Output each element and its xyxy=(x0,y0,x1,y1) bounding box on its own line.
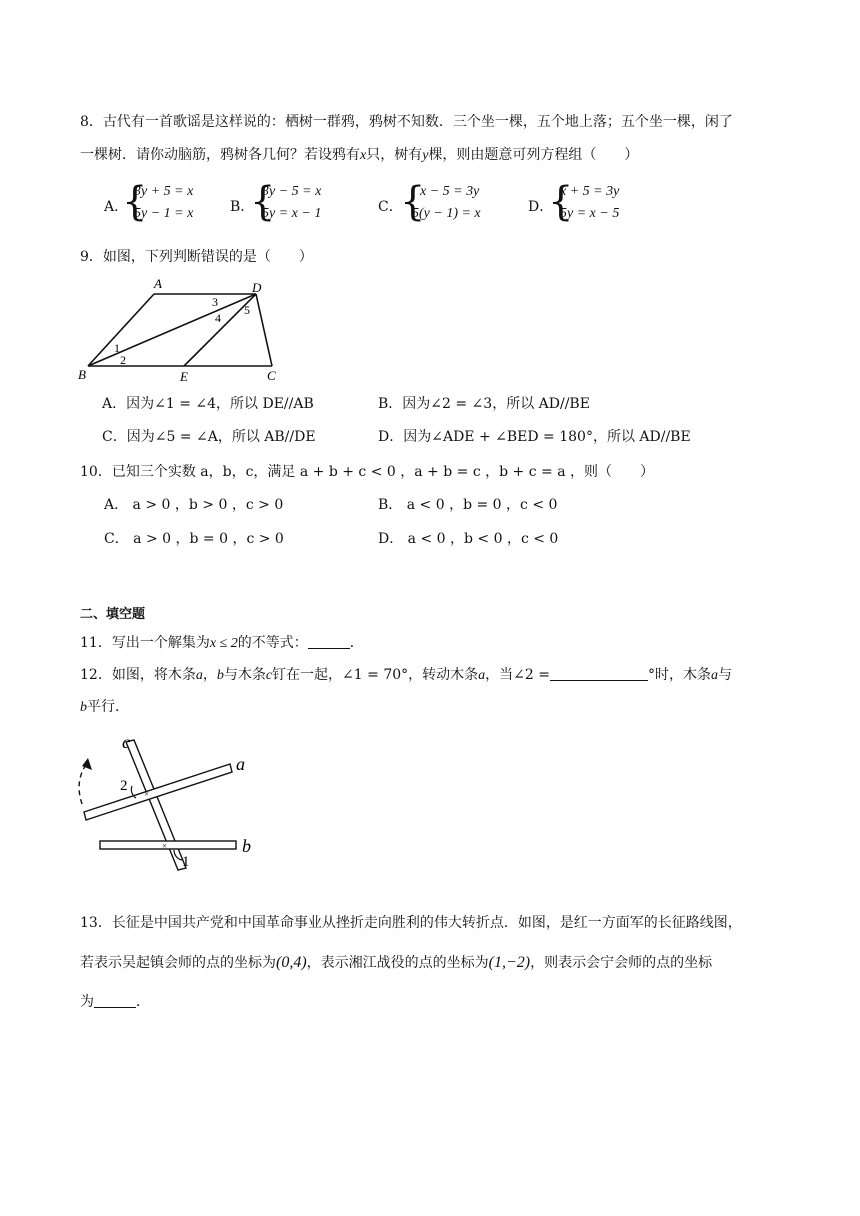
svg-text:×: × xyxy=(162,841,168,851)
angle-label-5: 5 xyxy=(244,303,250,317)
q10-option-d: D． a < 0 ，b < 0 ，c < 0 xyxy=(378,531,559,547)
q9-option-d: D．因为∠ADE + ∠BED = 180°，所以 AD//BE xyxy=(378,429,691,445)
label-b: b xyxy=(242,836,251,856)
q9-option-c: C．因为∠5 = ∠A，所以 AB//DE xyxy=(102,429,316,445)
q9-stem: 9．如图，下列判断错误的是（ ） xyxy=(80,249,313,265)
q13-line1: 13．长征是中国共产党和中国革命事业从挫折走向胜利的伟大转折点．如图，是红一方面军的长征路线图， xyxy=(80,915,742,931)
label-a: a xyxy=(236,754,245,774)
q9-trapezoid-figure xyxy=(72,272,292,384)
label-A: A xyxy=(154,276,162,291)
q9-option-b: B．因为∠2 = ∠3，所以 AD//BE xyxy=(378,396,590,412)
q11-answer-blank[interactable] xyxy=(308,634,350,649)
q13-line3: 为 ． xyxy=(80,994,150,1010)
angle-label-2: 2 xyxy=(120,778,128,794)
label-B: B xyxy=(78,367,86,382)
q13-answer-blank[interactable] xyxy=(94,993,136,1008)
label-D: D xyxy=(252,280,262,295)
q12-sticks-figure xyxy=(70,728,280,878)
label-E: E xyxy=(180,369,188,384)
label-C: C xyxy=(267,368,276,383)
q9-option-a: A．因为∠1 = ∠4，所以 DE//AB xyxy=(102,396,314,412)
q12-line2: b平行． xyxy=(80,699,129,715)
q8-line1: 8．古代有一首歌谣是这样说的：栖树一群鸦，鸦树不知数．三个坐一棵，五个地上落；五个坐一棵，闲了 xyxy=(80,114,733,130)
label-c: c xyxy=(122,732,130,752)
angle-label-2: 2 xyxy=(120,353,126,367)
var-x: x xyxy=(360,148,367,163)
q10-option-b: B． a < 0 ，b = 0 ，c < 0 xyxy=(378,497,558,513)
q10-option-c: C． a > 0 ，b = 0 ，c > 0 xyxy=(104,531,284,547)
angle-label-1: 1 xyxy=(182,854,190,870)
q11-line: 11．写出一个解集为x ≤ 2的不等式： ． xyxy=(80,635,364,651)
angle-label-1: 1 xyxy=(114,341,120,355)
angle-label-3: 3 xyxy=(212,295,218,309)
svg-text:×: × xyxy=(144,789,150,799)
q10-option-a: A． a > 0 ，b > 0 ，c > 0 xyxy=(104,497,284,513)
q13-line2: 若表示吴起镇会师的点的坐标为(0,4)，表示湘江战役的点的坐标为(1,−2)，则表示会宁会师的点的坐标 xyxy=(80,954,713,971)
q12-line1: 12．如图，将木条a，b与木条c钉在一起，∠1 = 70°，转动木条a，当∠2 = °时，木条a与 xyxy=(80,667,732,683)
q8-line2: 一棵树．请你动脑筋，鸦树各几何？若设鸦有x只，树有y棵，则由题意可列方程组（ ） xyxy=(80,147,639,163)
var-y: y xyxy=(422,148,429,163)
q10-stem: 10．已知三个实数 a，b，c，满足 a + b + c < 0 ，a + b = c ，b + c = a ，则（ ） xyxy=(80,464,654,480)
angle-label-4: 4 xyxy=(215,311,221,325)
section-title-fill-in: 二、填空题 xyxy=(80,607,146,622)
q12-answer-blank[interactable] xyxy=(550,666,648,681)
